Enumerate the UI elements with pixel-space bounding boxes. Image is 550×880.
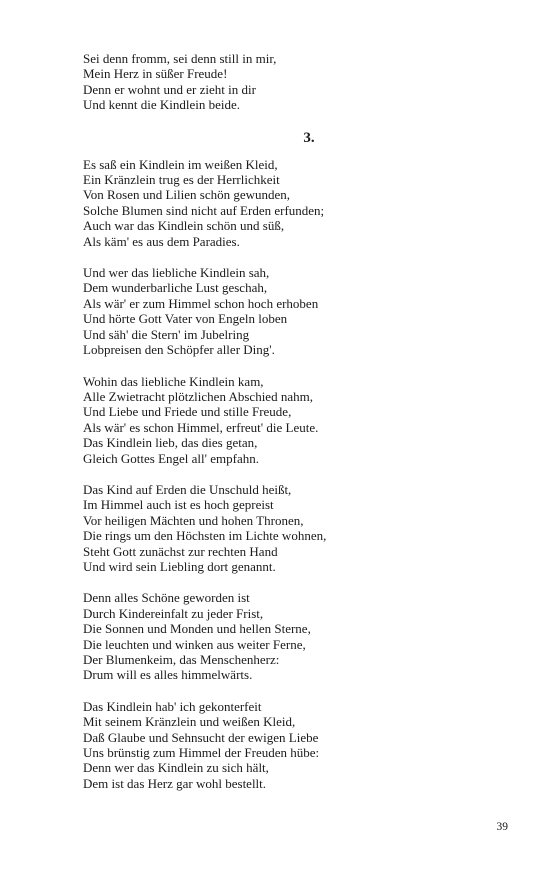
verse-line: Denn wer das Kindlein zu sich hält, bbox=[83, 760, 269, 776]
verse-line: Steht Gott zunächst zur rechten Hand bbox=[83, 543, 278, 559]
stanza-6 bbox=[83, 699, 523, 791]
verse-line: Im Himmel auch ist es hoch gepreist bbox=[83, 497, 274, 513]
stanza-2 bbox=[83, 265, 523, 357]
verse-line: Mein Herz in süßer Freude! bbox=[83, 66, 228, 82]
verse-line: Denn alles Schöne geworden ist bbox=[83, 590, 250, 606]
verse-line: Der Blumenkeim, das Menschenherz: bbox=[83, 652, 280, 667]
verse-line: Mit seinem Kränzlein und weißen Kleid, bbox=[83, 714, 296, 730]
page-number: 39 bbox=[496, 821, 508, 833]
verse-line: Und wer das liebliche Kindlein sah, bbox=[83, 265, 270, 281]
verse-line: Vor heiligen Mächten und hohen Thronen, bbox=[83, 512, 304, 528]
verse-line: Und wird sein Liebling dort genannt. bbox=[83, 558, 276, 574]
verse-line: Und säh' die Stern' im Jubelring bbox=[83, 326, 250, 342]
verse-line: Lobpreisen den Schöpfer aller Ding'. bbox=[83, 342, 275, 358]
verse-line: Das Kindlein hab' ich gekonterfeit bbox=[83, 698, 262, 714]
verse-line: Und kennt die Kindlein beide. bbox=[83, 97, 241, 113]
verse-line: Alle Zwietracht plötzlichen Abschied nahm, bbox=[83, 388, 313, 404]
stanza-5 bbox=[83, 590, 523, 682]
verse-line: Dem wunderbarliche Lust geschah, bbox=[83, 280, 268, 296]
verse-line: Daß Glaube und Sehnsucht der ewigen Liebe bbox=[83, 729, 319, 745]
verse-line: Das Kind auf Erden die Unschuld heißt, bbox=[83, 481, 292, 497]
stanza-3 bbox=[83, 374, 523, 466]
verse-line: Das Kindlein lieb, das dies getan, bbox=[83, 435, 258, 451]
verse-line: Als wär' er zum Himmel schon hoch erhoben bbox=[83, 295, 319, 311]
verse-line: Als käm' es aus dem Paradies. bbox=[83, 233, 240, 249]
stanza-4 bbox=[83, 482, 523, 574]
verse-line: Dem ist das Herz gar wohl bestellt. bbox=[83, 775, 267, 791]
verse-line: Uns brünstig zum Himmel der Freuden hübe: bbox=[83, 745, 320, 761]
verse-line: Denn er wohnt und er zieht in dir bbox=[83, 81, 256, 97]
verse-line: Die Sonnen und Monden und hellen Sterne, bbox=[83, 621, 311, 637]
verse-line: Auch war das Kindlein schön und süß, bbox=[83, 218, 285, 234]
verse-line: Wohin das liebliche Kindlein kam, bbox=[83, 373, 264, 389]
stanza-1 bbox=[83, 157, 523, 249]
verse-line: Sei denn fromm, sei denn still in mir, bbox=[83, 51, 277, 66]
verse-line: Als wär' es schon Himmel, erfreut' die Leute. bbox=[83, 419, 319, 435]
verse-line: Solche Blumen sind nicht auf Erden erfunden; bbox=[83, 202, 325, 218]
verse-line: Von Rosen und Lilien schön gewunden, bbox=[83, 187, 291, 203]
verse-line: Gleich Gottes Engel all' empfahn. bbox=[83, 450, 259, 466]
poem-text bbox=[83, 51, 523, 807]
verse-line: Die rings um den Höchsten im Lichte wohnen, bbox=[83, 528, 327, 544]
section-number: 3. bbox=[303, 129, 315, 146]
verse-line: Und hörte Gott Vater von Engeln loben bbox=[83, 311, 288, 327]
verse-line: Drum will es alles himmelwärts. bbox=[83, 667, 253, 683]
verse-line: Ein Kränzlein trug es der Herrlichkeit bbox=[83, 172, 280, 188]
verse-line: Die leuchten und winken aus weiter Ferne, bbox=[83, 636, 306, 652]
verse-line: Es saß ein Kindlein im weißen Kleid, bbox=[83, 156, 278, 172]
opening-stanza bbox=[83, 51, 523, 113]
verse-line: Und Liebe und Friede und stille Freude, bbox=[83, 404, 292, 420]
verse-line: Durch Kindereinfalt zu jeder Frist, bbox=[83, 605, 264, 621]
